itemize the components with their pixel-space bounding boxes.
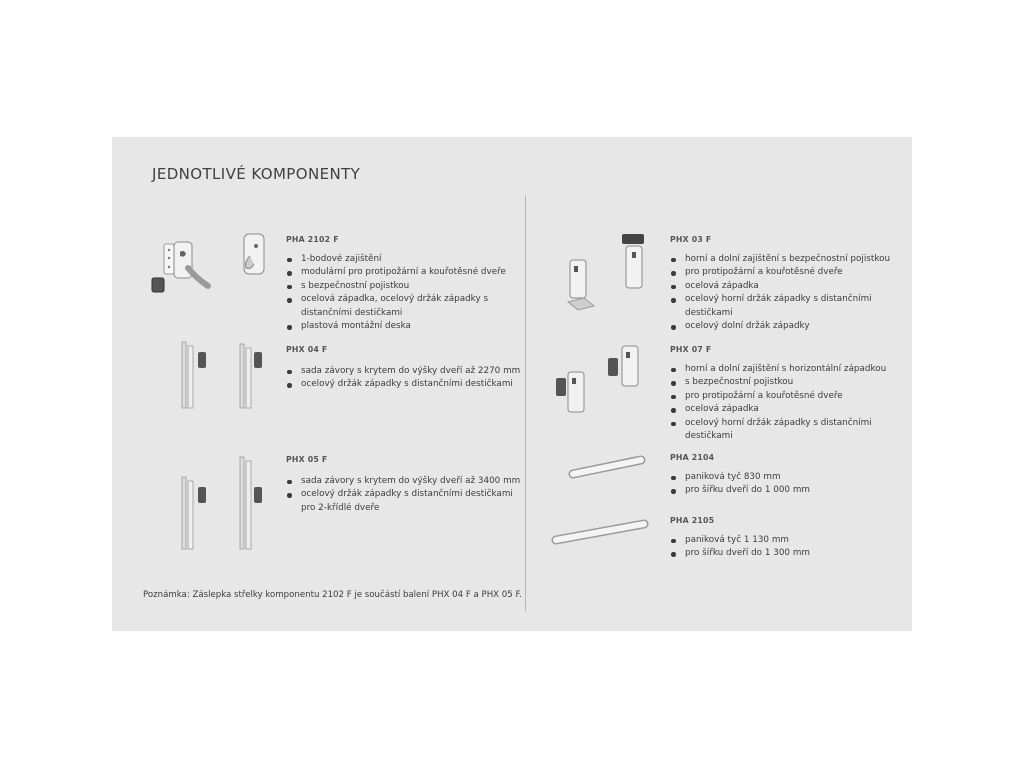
components-panel [112, 137, 912, 631]
component-feature: ocelová západka [670, 280, 910, 294]
pha-2102-f-illustration [140, 230, 280, 300]
component-code: PHX 05 F [286, 455, 328, 464]
component-pha-2102-f [286, 233, 521, 334]
pha-2105-illustration [550, 517, 650, 547]
component-code: PHA 2102 F [286, 235, 339, 244]
component-feature: pro protipožární a kouřotěsné dveře [670, 390, 910, 404]
component-feature: paniková tyč 830 mm [670, 471, 910, 485]
component-code: PHX 07 F [670, 345, 712, 354]
component-feature: ocelová západka [670, 403, 910, 417]
component-feature: ocelový horní držák západky s distančními destičkami [670, 293, 910, 320]
component-feature: ocelová západka, ocelový držák západky s distančními destičkami [286, 293, 521, 320]
component-feature: s bezpečnostní pojistkou [670, 376, 910, 390]
component-feature: ocelový dolní držák západky [670, 320, 910, 334]
component-feature: pro šířku dveří do 1 000 mm [670, 484, 910, 498]
component-phx-03-f [670, 233, 910, 334]
component-pha-2105 [670, 514, 910, 561]
component-phx-07-f [670, 343, 910, 444]
component-feature: ocelový držák západky s distančními destičkami pro 2-křídlé dveře [286, 488, 521, 515]
component-phx-04-f [286, 343, 521, 392]
component-code: PHA 2105 [670, 516, 715, 525]
component-feature: ocelový držák západky s distančními destičkami [286, 378, 521, 392]
component-feature: pro šířku dveří do 1 300 mm [670, 547, 910, 561]
component-feature: sada závory s krytem do výšky dveří až 3400 mm [286, 475, 521, 489]
page-title: JEDNOTLIVÉ KOMPONENTY [152, 165, 361, 183]
component-feature: sada závory s krytem do výšky dveří až 2270 mm [286, 365, 521, 379]
phx-04-f-illustration [174, 340, 284, 412]
footnote: Poznámka: Záslepka střelky komponentu 2102 F je součástí balení PHX 04 F a PHX 05 F. [143, 590, 522, 600]
component-feature: horní a dolní zajištění s bezpečnostní pojistkou [670, 253, 910, 267]
phx-07-f-illustration [552, 342, 662, 417]
phx-03-f-illustration [562, 232, 662, 317]
phx-05-f-illustration [174, 455, 284, 551]
component-feature: 1-bodové zajištění [286, 253, 521, 267]
component-feature: pro protipožární a kouřotěsné dveře [670, 266, 910, 280]
component-code: PHX 04 F [286, 345, 328, 354]
component-pha-2104 [670, 451, 910, 498]
component-feature: s bezpečnostní pojistkou [286, 280, 521, 294]
component-feature: modulární pro protipožární a kouřotěsné dveře [286, 266, 521, 280]
component-phx-05-f [286, 453, 521, 515]
component-feature: ocelový horní držák západky s distančními destičkami [670, 417, 910, 444]
component-feature: paniková tyč 1 130 mm [670, 534, 910, 548]
component-code: PHX 03 F [670, 235, 712, 244]
component-code: PHA 2104 [670, 453, 715, 462]
column-divider [525, 195, 526, 611]
component-feature: horní a dolní zajištění s horizontální západkou [670, 363, 910, 377]
component-feature: plastová montážní deska [286, 320, 521, 334]
pha-2104-illustration [567, 455, 647, 479]
